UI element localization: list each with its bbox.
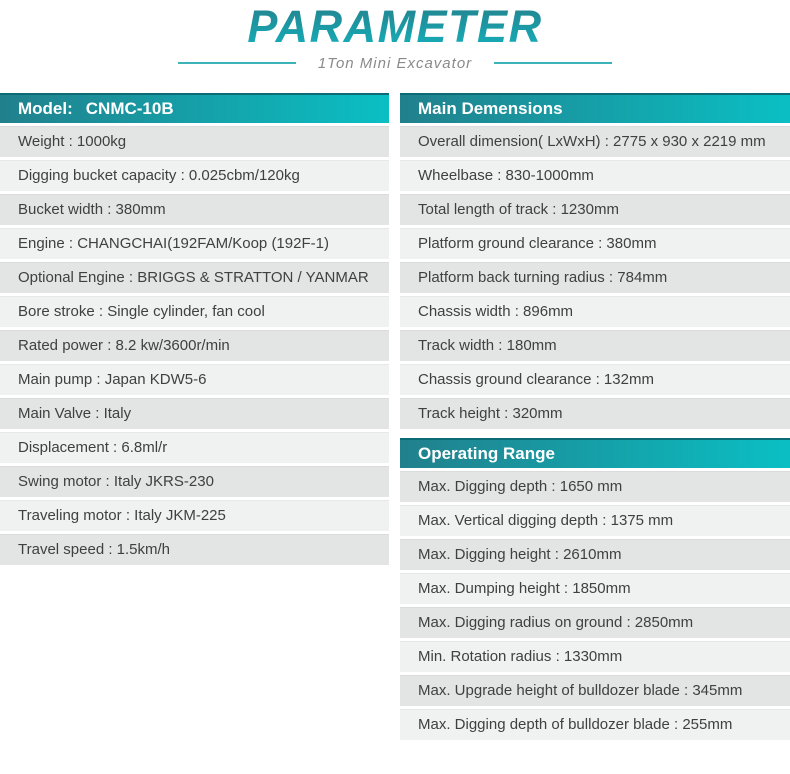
table-row: Min. Rotation radius : 1330mm xyxy=(400,641,790,672)
table-row: Max. Digging depth : 1650 mm xyxy=(400,471,790,502)
table-row: Bore stroke : Single cylinder, fan cool xyxy=(0,296,389,327)
subtitle-row xyxy=(0,53,790,73)
operating-range-header: Operating Range xyxy=(400,438,790,468)
page-subtitle: 1Ton Mini Excavator xyxy=(317,54,473,72)
table-row: Overall dimension( LxWxH) : 2775 x 930 x 2219 mm xyxy=(400,126,790,157)
table-row: Weight : 1000kg xyxy=(0,126,389,157)
page-title xyxy=(0,3,790,51)
table-row: Platform ground clearance : 380mm xyxy=(400,228,790,259)
table-row: Max. Digging radius on ground : 2850mm xyxy=(400,607,790,638)
dimensions-and-range-tables xyxy=(400,93,790,743)
table-row: Track width : 180mm xyxy=(400,330,790,361)
page-title-text: PARAMETER xyxy=(247,3,543,51)
table-row: Chassis ground clearance : 132mm xyxy=(400,364,790,395)
table-row: Main Valve : Italy xyxy=(0,398,389,429)
model-table-header xyxy=(0,93,389,123)
table-row: Track height : 320mm xyxy=(400,398,790,429)
table-row: Traveling motor : Italy JKM-225 xyxy=(0,500,389,531)
table-row: Max. Digging depth of bulldozer blade : 255mm xyxy=(400,709,790,740)
spec-columns xyxy=(0,93,790,743)
table-row: Total length of track : 1230mm xyxy=(400,194,790,225)
dimensions-table-header: Main Demensions xyxy=(400,93,790,123)
table-row: Max. Dumping height : 1850mm xyxy=(400,573,790,604)
model-header-value: CNMC-10B xyxy=(85,99,174,118)
title-block xyxy=(0,0,790,73)
model-spec-table xyxy=(0,93,389,743)
table-row: Platform back turning radius : 784mm xyxy=(400,262,790,293)
table-row: Optional Engine : BRIGGS & STRATTON / YANMAR xyxy=(0,262,389,293)
table-row: Max. Upgrade height of bulldozer blade : 345mm xyxy=(400,675,790,706)
table-row: Engine : CHANGCHAI(192FAM/Koop (192F-1) xyxy=(0,228,389,259)
table-row: Rated power : 8.2 kw/3600r/min xyxy=(0,330,389,361)
model-header-label: Model: xyxy=(18,99,73,118)
subtitle-line-right xyxy=(494,62,612,64)
table-row: Wheelbase : 830-1000mm xyxy=(400,160,790,191)
table-row: Displacement : 6.8ml/r xyxy=(0,432,389,463)
table-row: Max. Vertical digging depth : 1375 mm xyxy=(400,505,790,536)
table-row: Swing motor : Italy JKRS-230 xyxy=(0,466,389,497)
table-row: Main pump : Japan KDW5-6 xyxy=(0,364,389,395)
table-row: Digging bucket capacity : 0.025cbm/120kg xyxy=(0,160,389,191)
table-row: Max. Digging height : 2610mm xyxy=(400,539,790,570)
table-row: Travel speed : 1.5km/h xyxy=(0,534,389,565)
table-row: Bucket width : 380mm xyxy=(0,194,389,225)
table-row: Chassis width : 896mm xyxy=(400,296,790,327)
subtitle-line-left xyxy=(178,62,296,64)
